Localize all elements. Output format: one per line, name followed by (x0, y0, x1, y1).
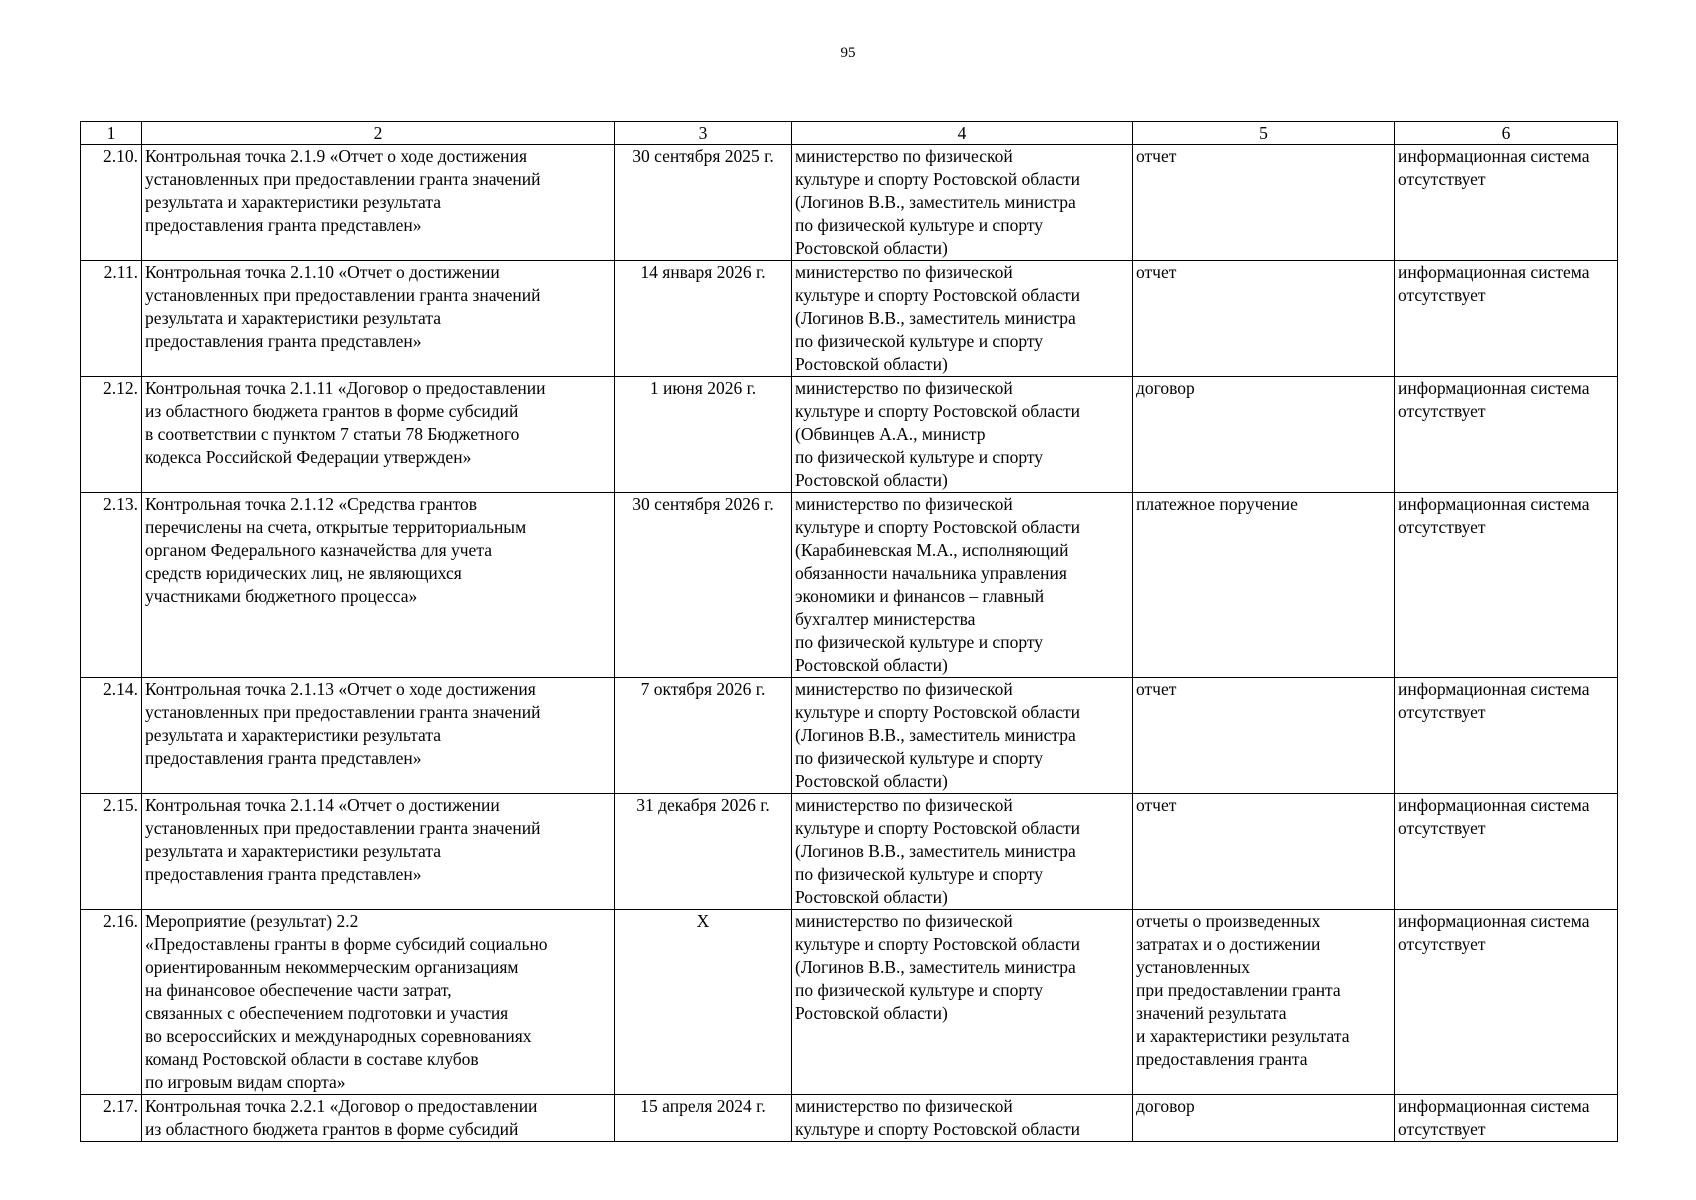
row-number: 2.11. (81, 261, 142, 377)
table-row (81, 1095, 1618, 1142)
table-row (81, 910, 1618, 1095)
row-system: информационная система отсутствует (1395, 145, 1618, 261)
row-number: 2.13. (81, 493, 142, 678)
row-responsible: министерство по физической культуре и спорту Ростовской области (Логинов В.В., заместитель министра по физической культуре и спорту Ростовской области) (792, 910, 1133, 1095)
row-responsible: министерство по физической культуре и спорту Ростовской области (792, 1095, 1133, 1142)
row-system: информационная система отсутствует (1395, 493, 1618, 678)
row-document: отчет (1133, 794, 1395, 910)
row-responsible: министерство по физической культуре и спорту Ростовской области (Логинов В.В., заместитель министра по физической культуре и спорту Ростовской области) (792, 794, 1133, 910)
page-number: 95 (840, 45, 856, 61)
control-points-table (80, 121, 1618, 1142)
row-name: Контрольная точка 2.1.9 «Отчет о ходе достижения установленных при предоставлении гранта значений результата и характеристики результата предоставления гранта представлен» (142, 145, 615, 261)
column-header: 2 (142, 122, 615, 145)
row-date: X (615, 910, 792, 1095)
row-date: 7 октября 2026 г. (615, 678, 792, 794)
row-document: отчет (1133, 145, 1395, 261)
row-name: Контрольная точка 2.1.14 «Отчет о достижении установленных при предоставлении гранта значений результата и характеристики результата предоставления гранта представлен» (142, 794, 615, 910)
row-number: 2.16. (81, 910, 142, 1095)
column-header: 4 (792, 122, 1133, 145)
table-header-row (81, 122, 1618, 145)
row-name: Контрольная точка 2.2.1 «Договор о предоставлении из областного бюджета грантов в форме субсидий (142, 1095, 615, 1142)
table-row (81, 678, 1618, 794)
row-document: договор (1133, 1095, 1395, 1142)
column-header: 3 (615, 122, 792, 145)
table-row (81, 493, 1618, 678)
column-header: 6 (1395, 122, 1618, 145)
row-name: Мероприятие (результат) 2.2 «Предоставлены гранты в форме субсидий социально ориентированным некоммерческим организациям на финансовое обеспечение части затрат, связанных с обеспечением подготовки и участия во всероссийских и международных соревнованиях команд Ростовской области в составе клубов по игровым видам спорта» (142, 910, 615, 1095)
row-document: платежное поручение (1133, 493, 1395, 678)
row-responsible: министерство по физической культуре и спорту Ростовской области (Логинов В.В., заместитель министра по физической культуре и спорту Ростовской области) (792, 678, 1133, 794)
row-date: 14 января 2026 г. (615, 261, 792, 377)
row-system: информационная система отсутствует (1395, 794, 1618, 910)
table-row (81, 794, 1618, 910)
row-date: 31 декабря 2026 г. (615, 794, 792, 910)
column-header: 1 (81, 122, 142, 145)
row-name: Контрольная точка 2.1.11 «Договор о предоставлении из областного бюджета грантов в форме субсидий в соответствии с пунктом 7 статьи 78 Бюджетного кодекса Российской Федерации утвержден» (142, 377, 615, 493)
table-row (81, 145, 1618, 261)
table-row (81, 377, 1618, 493)
row-date: 30 сентября 2026 г. (615, 493, 792, 678)
row-document: договор (1133, 377, 1395, 493)
row-date: 15 апреля 2024 г. (615, 1095, 792, 1142)
row-number: 2.14. (81, 678, 142, 794)
row-name: Контрольная точка 2.1.12 «Средства грантов перечислены на счета, открытые территориальным органом Федерального казначейства для учета средств юридических лиц, не являющихся участниками бюджетного процесса» (142, 493, 615, 678)
row-system: информационная система отсутствует (1395, 377, 1618, 493)
row-name: Контрольная точка 2.1.13 «Отчет о ходе достижения установленных при предоставлении гранта значений результата и характеристики результата предоставления гранта представлен» (142, 678, 615, 794)
row-system: информационная система отсутствует (1395, 910, 1618, 1095)
row-responsible: министерство по физической культуре и спорту Ростовской области (Карабиневская М.А., исполняющий обязанности начальника управления экономики и финансов – главный бухгалтер министерства по физической культуре и спорту Ростовской области) (792, 493, 1133, 678)
row-number: 2.10. (81, 145, 142, 261)
row-responsible: министерство по физической культуре и спорту Ростовской области (Логинов В.В., заместитель министра по физической культуре и спорту Ростовской области) (792, 261, 1133, 377)
row-document: отчет (1133, 261, 1395, 377)
row-name: Контрольная точка 2.1.10 «Отчет о достижении установленных при предоставлении гранта значений результата и характеристики результата предоставления гранта представлен» (142, 261, 615, 377)
table-row (81, 261, 1618, 377)
column-header: 5 (1133, 122, 1395, 145)
row-system: информационная система отсутствует (1395, 261, 1618, 377)
row-number: 2.17. (81, 1095, 142, 1142)
row-system: информационная система отсутствует (1395, 678, 1618, 794)
row-responsible: министерство по физической культуре и спорту Ростовской области (Логинов В.В., заместитель министра по физической культуре и спорту Ростовской области) (792, 145, 1133, 261)
row-number: 2.15. (81, 794, 142, 910)
row-date: 1 июня 2026 г. (615, 377, 792, 493)
row-responsible: министерство по физической культуре и спорту Ростовской области (Обвинцев А.А., министр по физической культуре и спорту Ростовской области) (792, 377, 1133, 493)
row-number: 2.12. (81, 377, 142, 493)
row-system: информационная система отсутствует (1395, 1095, 1618, 1142)
row-date: 30 сентября 2025 г. (615, 145, 792, 261)
row-document: отчеты о произведенных затратах и о достижении установленных при предоставлении гранта значений результата и характеристики результата предоставления гранта (1133, 910, 1395, 1095)
row-document: отчет (1133, 678, 1395, 794)
